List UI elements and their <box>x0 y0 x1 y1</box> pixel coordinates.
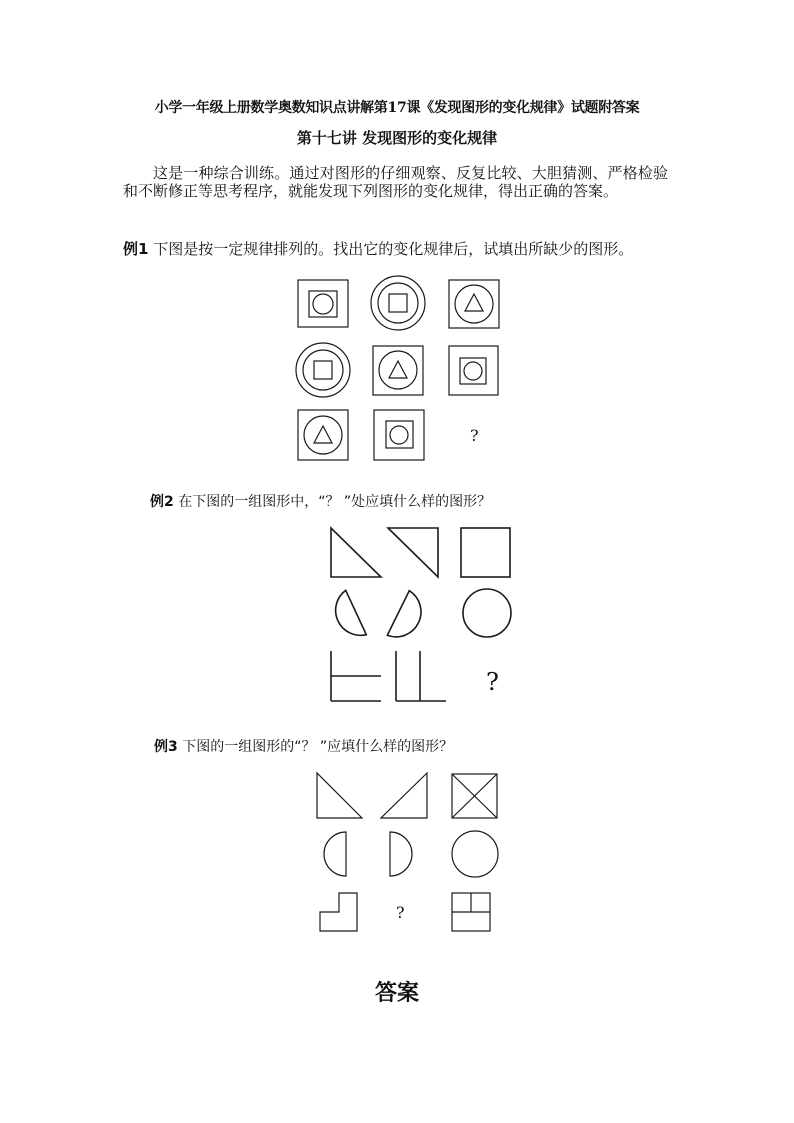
ex1-square-circle-triangle-2 <box>373 346 423 395</box>
ex3-triangle-left <box>317 773 362 818</box>
example-3-label: 例3 <box>154 739 178 755</box>
ex2-half-circle-left <box>336 590 367 635</box>
example-3-figures <box>317 773 498 931</box>
ex1-square-square-circle <box>298 280 348 327</box>
ex2-half-circle-right <box>387 591 421 637</box>
ex2-square <box>461 528 510 577</box>
ex1-square-square-circle-3 <box>374 410 424 460</box>
lesson-title: 第十七讲 发现图形的变化规律 <box>296 129 498 147</box>
ex3-circle <box>452 831 498 877</box>
ex3-half-circle-right <box>390 832 412 876</box>
ex1-circle-circle-square <box>371 276 425 330</box>
intro-paragraph: 这是一种综合训练。通过对图形的仔细观察、反复比较、大胆猜测、严格检验和不断修正等思考程序，就能发现下列图形的变化规律，得出正确的答案。 <box>123 164 668 200</box>
ex3-square-divided <box>452 893 490 931</box>
ex2-lines-right <box>396 651 446 701</box>
ex1-circle-circle-square-2 <box>296 343 350 397</box>
example-3-missing-mark: ? <box>396 903 405 922</box>
ex2-triangle-left <box>331 528 381 577</box>
ex2-circle <box>463 589 511 637</box>
ex1-square-circle-triangle-3 <box>298 410 348 460</box>
example-3-text: 下图的一组图形的“？ ”应填什么样的图形？ <box>182 739 454 755</box>
ex1-square-circle-triangle <box>449 280 499 328</box>
ex2-triangle-right <box>388 528 438 577</box>
example-2-label: 例2 <box>150 494 174 510</box>
example-1-label: 例1 <box>123 240 149 258</box>
example-2-text: 在下图的一组图形中，“？ ”处应填什么样的图形？ <box>178 494 492 510</box>
example-1-missing-mark: ? <box>470 426 479 445</box>
document-title: 小学一年级上册数学奥数知识点讲解第17课《发现图形的变化规律》试题附答案 <box>154 100 640 116</box>
ex1-square-square-circle-2 <box>449 346 498 395</box>
answer-heading: 答案 <box>374 980 419 1006</box>
ex3-half-circle-left <box>324 832 346 876</box>
ex2-lines-left <box>331 651 381 701</box>
ex3-triangle-right <box>381 773 427 818</box>
ex3-square-x <box>452 774 497 818</box>
example-1-text: 下图是按一定规律排列的。找出它的变化规律后，试填出所缺少的图形。 <box>153 240 634 258</box>
example-1-figures <box>296 276 499 460</box>
ex3-l-shape <box>320 893 357 931</box>
example-2-figures <box>331 528 511 701</box>
example-2-missing-mark: ? <box>486 668 499 696</box>
